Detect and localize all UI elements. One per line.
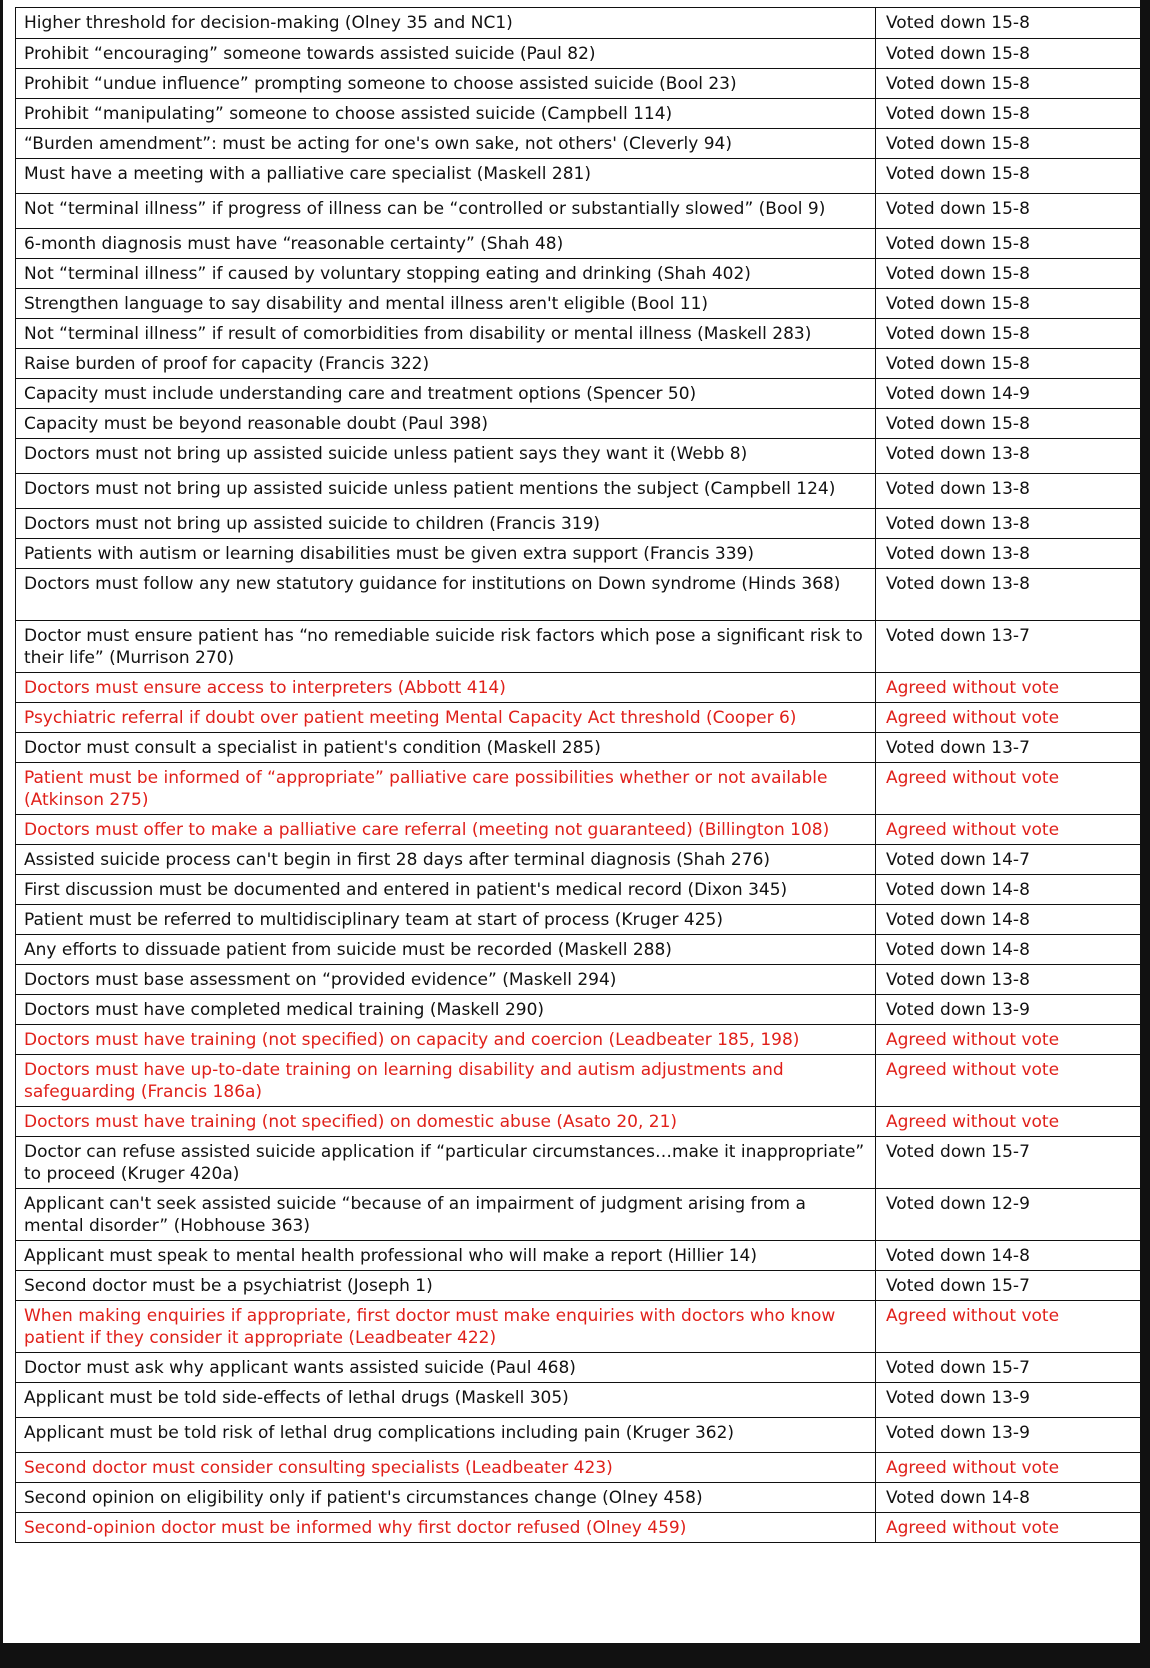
- amendment-description-cell: Patient must be referred to multidisciplinary team at start of process (Kruger 425): [16, 905, 876, 935]
- table-row: [16, 69, 1150, 99]
- amendment-outcome-cell: Voted down 13-9: [876, 1418, 1150, 1453]
- amendment-outcome-cell: Agreed without vote: [876, 1453, 1150, 1483]
- amendment-outcome-cell: Voted down 15-8: [876, 229, 1150, 259]
- amendment-outcome-cell: Agreed without vote: [876, 763, 1150, 815]
- amendment-outcome-cell: Agreed without vote: [876, 1025, 1150, 1055]
- amendment-description-cell: Raise burden of proof for capacity (Francis 322): [16, 349, 876, 379]
- amendment-description-cell: Strengthen language to say disability and mental illness aren't eligible (Bool 11): [16, 289, 876, 319]
- table-row: [16, 1353, 1150, 1383]
- amendment-description-cell: Capacity must be beyond reasonable doubt (Paul 398): [16, 409, 876, 439]
- amendment-description-cell: First discussion must be documented and entered in patient's medical record (Dixon 345): [16, 875, 876, 905]
- amendment-description-cell: Doctor can refuse assisted suicide application if “particular circumstances…make it inappropriate” to proceed (Kruger 420a): [16, 1137, 876, 1189]
- amendment-outcome-cell: Agreed without vote: [876, 1513, 1150, 1543]
- amendment-description-cell: Not “terminal illness” if result of comorbidities from disability or mental illness (Maskell 283): [16, 319, 876, 349]
- table-row: [16, 8, 1150, 39]
- amendment-description-cell: Applicant can't seek assisted suicide “because of an impairment of judgment arising from a mental disorder” (Hobhouse 363): [16, 1189, 876, 1241]
- amendment-description-cell: Doctor must consult a specialist in patient's condition (Maskell 285): [16, 733, 876, 763]
- amendment-outcome-cell: Voted down 13-8: [876, 965, 1150, 995]
- amendment-outcome-cell: Voted down 14-8: [876, 935, 1150, 965]
- table-row: [16, 1483, 1150, 1513]
- amendment-outcome-cell: Voted down 13-8: [876, 509, 1150, 539]
- amendment-outcome-cell: Voted down 13-7: [876, 621, 1150, 673]
- amendment-description-cell: Applicant must be told side-effects of lethal drugs (Maskell 305): [16, 1383, 876, 1418]
- table-row: [16, 1189, 1150, 1241]
- table-row-agreed: [16, 1055, 1150, 1107]
- table-row: [16, 539, 1150, 569]
- table-row: [16, 349, 1150, 379]
- amendment-outcome-cell: Voted down 14-8: [876, 1241, 1150, 1271]
- amendment-outcome-cell: Voted down 15-8: [876, 259, 1150, 289]
- table-row: [16, 733, 1150, 763]
- amendment-description-cell: Prohibit “manipulating” someone to choose assisted suicide (Campbell 114): [16, 99, 876, 129]
- amendment-description-cell: Patients with autism or learning disabilities must be given extra support (Francis 339): [16, 539, 876, 569]
- amendment-outcome-cell: Voted down 14-8: [876, 1483, 1150, 1513]
- table-row: [16, 1241, 1150, 1271]
- amendment-outcome-cell: Voted down 15-7: [876, 1271, 1150, 1301]
- amendment-outcome-cell: Voted down 15-8: [876, 39, 1150, 69]
- table-row: [16, 474, 1150, 509]
- amendment-description-cell: Not “terminal illness” if progress of illness can be “controlled or substantially slowed” (Bool 9): [16, 194, 876, 229]
- amendment-outcome-cell: Voted down 15-8: [876, 289, 1150, 319]
- table-row: [16, 965, 1150, 995]
- amendment-description-cell: Second doctor must consider consulting specialists (Leadbeater 423): [16, 1453, 876, 1483]
- amendment-description-cell: Doctors must follow any new statutory guidance for institutions on Down syndrome (Hinds 368): [16, 569, 876, 621]
- table-row-agreed: [16, 1453, 1150, 1483]
- amendment-outcome-cell: Voted down 15-8: [876, 69, 1150, 99]
- table-row: [16, 99, 1150, 129]
- table-row: [16, 159, 1150, 194]
- table-row: [16, 194, 1150, 229]
- table-row: [16, 319, 1150, 349]
- amendment-outcome-cell: Agreed without vote: [876, 1301, 1150, 1353]
- table-row: [16, 1418, 1150, 1453]
- table-row-agreed: [16, 1513, 1150, 1543]
- amendment-outcome-cell: Voted down 15-8: [876, 99, 1150, 129]
- amendment-description-cell: Applicant must speak to mental health professional who will make a report (Hillier 14): [16, 1241, 876, 1271]
- amendment-description-cell: Doctors must offer to make a palliative care referral (meeting not guaranteed) (Billington 108): [16, 815, 876, 845]
- amendment-outcome-cell: Voted down 13-8: [876, 439, 1150, 474]
- amendment-outcome-cell: Voted down 15-8: [876, 349, 1150, 379]
- amendment-outcome-cell: Voted down 15-8: [876, 409, 1150, 439]
- table-row: [16, 569, 1150, 621]
- amendment-outcome-cell: Voted down 15-8: [876, 159, 1150, 194]
- amendment-description-cell: 6-month diagnosis must have “reasonable certainty” (Shah 48): [16, 229, 876, 259]
- amendment-description-cell: Second-opinion doctor must be informed why first doctor refused (Olney 459): [16, 1513, 876, 1543]
- amendment-outcome-cell: Voted down 15-8: [876, 194, 1150, 229]
- table-row: [16, 409, 1150, 439]
- table-row: [16, 1137, 1150, 1189]
- table-row-agreed: [16, 815, 1150, 845]
- amendment-outcome-cell: Voted down 13-8: [876, 569, 1150, 621]
- amendment-description-cell: Doctors must have up-to-date training on learning disability and autism adjustments and safeguarding (Francis 186a): [16, 1055, 876, 1107]
- table-row: [16, 509, 1150, 539]
- table-row: [16, 289, 1150, 319]
- amendment-outcome-cell: Voted down 15-8: [876, 129, 1150, 159]
- amendment-outcome-cell: Agreed without vote: [876, 1107, 1150, 1137]
- amendment-outcome-cell: Voted down 14-8: [876, 875, 1150, 905]
- amendment-description-cell: Doctors must ensure access to interpreters (Abbott 414): [16, 673, 876, 703]
- table-row: [16, 229, 1150, 259]
- amendment-outcome-cell: Agreed without vote: [876, 673, 1150, 703]
- table-row: [16, 875, 1150, 905]
- table-row: [16, 39, 1150, 69]
- table-row-agreed: [16, 1301, 1150, 1353]
- table-row: [16, 1383, 1150, 1418]
- page-bottom-border: [0, 1643, 1150, 1668]
- amendment-description-cell: Applicant must be told risk of lethal drug complications including pain (Kruger 362): [16, 1418, 876, 1453]
- amendment-description-cell: Prohibit “encouraging” someone towards assisted suicide (Paul 82): [16, 39, 876, 69]
- table-row: [16, 1271, 1150, 1301]
- amendment-outcome-cell: Voted down 14-8: [876, 905, 1150, 935]
- amendment-outcome-cell: Voted down 14-9: [876, 379, 1150, 409]
- table-row: [16, 845, 1150, 875]
- amendment-description-cell: Not “terminal illness” if caused by voluntary stopping eating and drinking (Shah 402): [16, 259, 876, 289]
- amendment-description-cell: “Burden amendment”: must be acting for one's own sake, not others' (Cleverly 94): [16, 129, 876, 159]
- amendment-description-cell: Doctors must have completed medical training (Maskell 290): [16, 995, 876, 1025]
- amendment-description-cell: Doctors must not bring up assisted suicide unless patient says they want it (Webb 8): [16, 439, 876, 474]
- amendment-description-cell: Doctor must ensure patient has “no remediable suicide risk factors which pose a significant risk to their life” (Murrison 270): [16, 621, 876, 673]
- amendment-outcome-cell: Agreed without vote: [876, 1055, 1150, 1107]
- amendment-outcome-cell: Voted down 13-9: [876, 1383, 1150, 1418]
- amendments-table: [15, 7, 1150, 1543]
- amendment-description-cell: Assisted suicide process can't begin in first 28 days after terminal diagnosis (Shah 276): [16, 845, 876, 875]
- amendment-outcome-cell: Voted down 12-9: [876, 1189, 1150, 1241]
- amendment-description-cell: Higher threshold for decision-making (Olney 35 and NC1): [16, 8, 876, 39]
- amendment-description-cell: Doctors must have training (not specified) on domestic abuse (Asato 20, 21): [16, 1107, 876, 1137]
- table-row: [16, 621, 1150, 673]
- table-row: [16, 379, 1150, 409]
- amendment-description-cell: Patient must be informed of “appropriate” palliative care possibilities whether or not available (Atkinson 275): [16, 763, 876, 815]
- amendment-description-cell: Psychiatric referral if doubt over patient meeting Mental Capacity Act threshold (Cooper 6): [16, 703, 876, 733]
- amendment-description-cell: Second opinion on eligibility only if patient's circumstances change (Olney 458): [16, 1483, 876, 1513]
- amendment-description-cell: Doctors must have training (not specified) on capacity and coercion (Leadbeater 185, 198): [16, 1025, 876, 1055]
- amendment-description-cell: Capacity must include understanding care and treatment options (Spencer 50): [16, 379, 876, 409]
- amendment-description-cell: Doctors must base assessment on “provided evidence” (Maskell 294): [16, 965, 876, 995]
- table-row: [16, 259, 1150, 289]
- amendments-table-body: [16, 8, 1150, 1543]
- table-row: [16, 995, 1150, 1025]
- amendment-outcome-cell: Agreed without vote: [876, 703, 1150, 733]
- amendment-description-cell: Prohibit “undue influence” prompting someone to choose assisted suicide (Bool 23): [16, 69, 876, 99]
- amendment-description-cell: Doctor must ask why applicant wants assisted suicide (Paul 468): [16, 1353, 876, 1383]
- amendment-outcome-cell: Voted down 14-7: [876, 845, 1150, 875]
- amendment-outcome-cell: Voted down 13-8: [876, 539, 1150, 569]
- amendment-outcome-cell: Voted down 13-8: [876, 474, 1150, 509]
- amendment-outcome-cell: Voted down 15-8: [876, 8, 1150, 39]
- amendment-description-cell: When making enquiries if appropriate, first doctor must make enquiries with doctors who know patient if they consider it appropriate (Leadbeater 422): [16, 1301, 876, 1353]
- amendment-outcome-cell: Voted down 15-8: [876, 319, 1150, 349]
- table-row-agreed: [16, 1025, 1150, 1055]
- amendment-description-cell: Any efforts to dissuade patient from suicide must be recorded (Maskell 288): [16, 935, 876, 965]
- table-row: [16, 935, 1150, 965]
- amendment-outcome-cell: Voted down 13-7: [876, 733, 1150, 763]
- table-row-agreed: [16, 673, 1150, 703]
- table-row-agreed: [16, 763, 1150, 815]
- amendment-outcome-cell: Voted down 13-9: [876, 995, 1150, 1025]
- page-right-border: [1140, 0, 1150, 1668]
- page-left-border: [0, 0, 3, 1668]
- amendment-outcome-cell: Voted down 15-7: [876, 1137, 1150, 1189]
- amendment-description-cell: Second doctor must be a psychiatrist (Joseph 1): [16, 1271, 876, 1301]
- amendment-description-cell: Doctors must not bring up assisted suicide unless patient mentions the subject (Campbell 124): [16, 474, 876, 509]
- table-row-agreed: [16, 703, 1150, 733]
- table-row: [16, 129, 1150, 159]
- table-row: [16, 439, 1150, 474]
- amendment-outcome-cell: Agreed without vote: [876, 815, 1150, 845]
- table-row: [16, 905, 1150, 935]
- amendment-description-cell: Doctors must not bring up assisted suicide to children (Francis 319): [16, 509, 876, 539]
- amendment-description-cell: Must have a meeting with a palliative care specialist (Maskell 281): [16, 159, 876, 194]
- amendment-outcome-cell: Voted down 15-7: [876, 1353, 1150, 1383]
- table-row-agreed: [16, 1107, 1150, 1137]
